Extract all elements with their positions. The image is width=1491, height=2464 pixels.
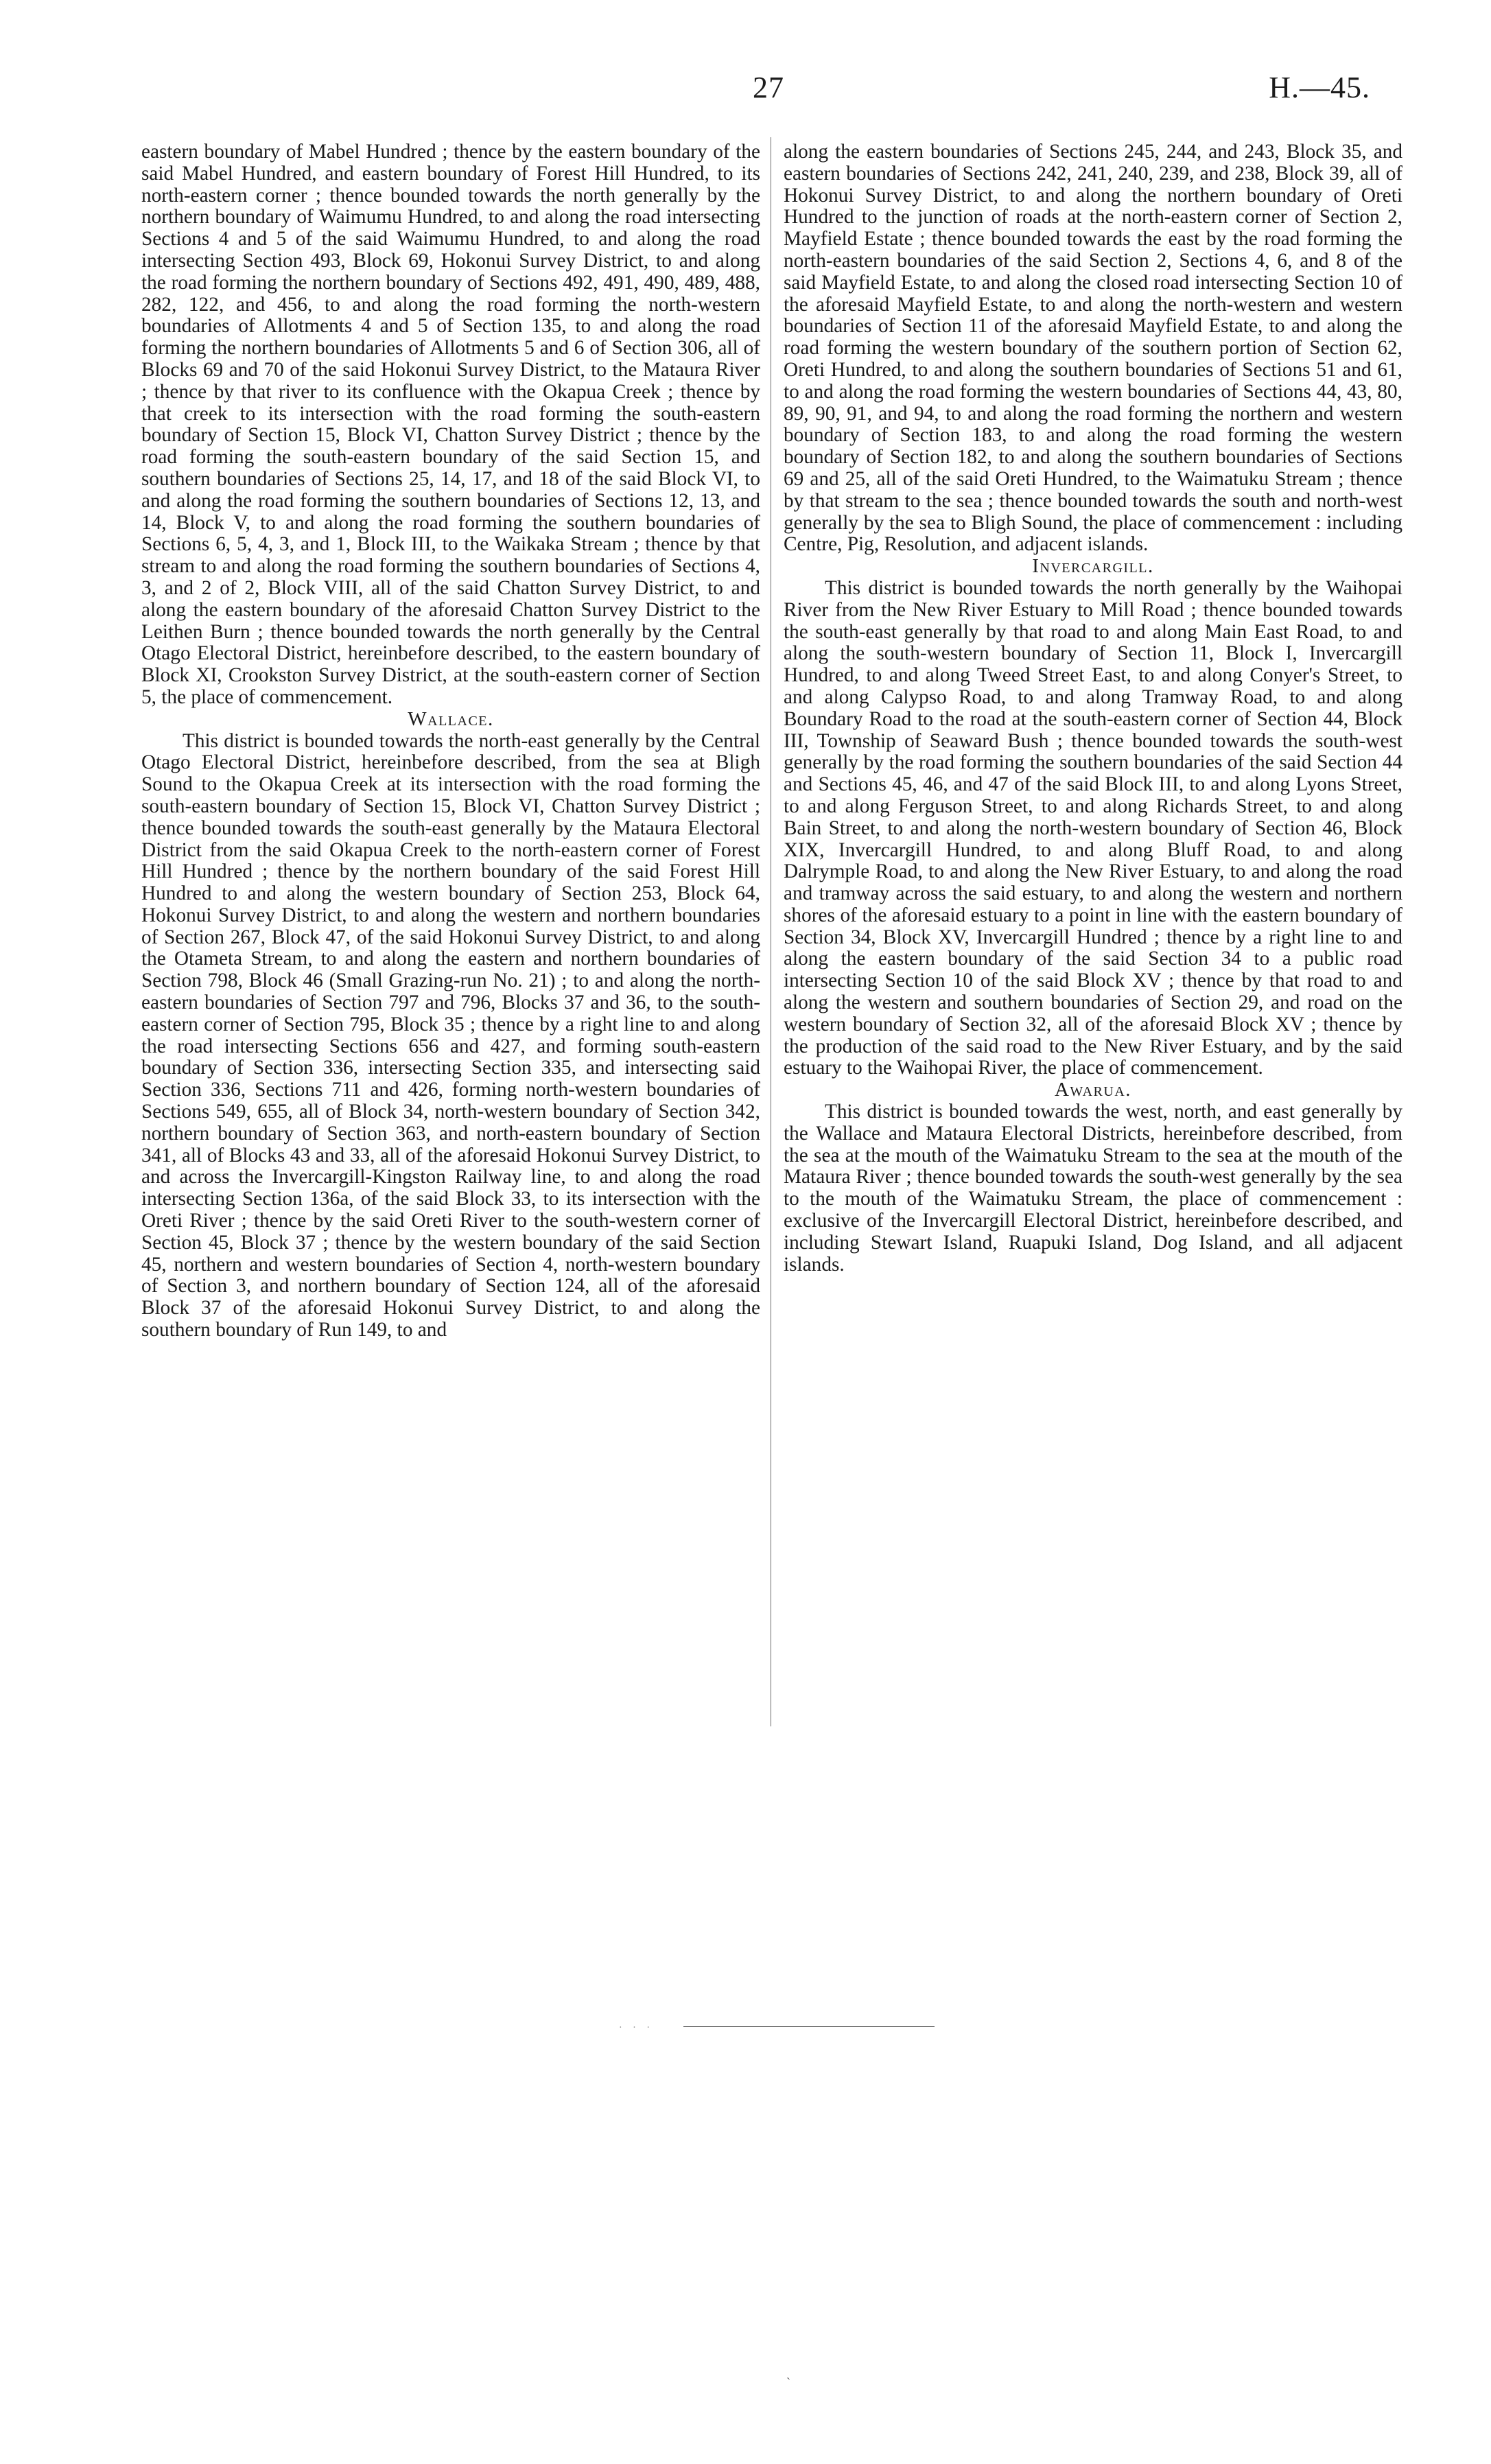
document-code: H.—45. — [1269, 71, 1370, 104]
footer-rule — [683, 2026, 935, 2027]
stray-mark: ˏ — [786, 2366, 790, 2380]
awarua-paragraph: This district is bounded towards the west, north, and east generally by the Wallace and Mataura Electoral Districts, hereinbefore described, from the sea at the mouth of the Waimatuku Stream to the sea at the mouth of the Mataura River ; thence bounded towards the south-west generally by the sea to the mouth of the Waimatuku Stream, the place of commencement : exclusive of the Invercargill Electoral District, hereinbefore described, and including Stewart Island, Ruapuki Island, Dog Island, and all adjacent islands. — [784, 1101, 1402, 1276]
wallace-heading: Wallace. — [408, 707, 494, 730]
invercargill-paragraph: This district is bounded towards the north generally by the Waihopai River from the New River Estuary to Mill Road ; thence bounded towards the south-east generally by that road to and along Main East Road, to and along the south-western boundary of Section 11, Block I, Invercargill Hundred, to and along Tweed Street East, to and along Conyer's Street, to and along Calypso Road, to and along Tramway Road, to and along Boundary Road to the road at the south-eastern corner of Section 44, Block III, Township of Seaward Bush ; thence bounded towards the south-west generally by the road forming the southern boundaries of the said Section 44 and Sections 45, 46, and 47 of the said Block III, to and along Lyons Street, to and along Ferguson Street, to and along Richards Street, to and along Bain Street, to and along the north-western boundary of Section 46, Block XIX, Invercargill Hundred, to and along Bluff Road, to and along Dalrymple Road, to and along the New River Estuary, to and along the road and tramway across the said estuary, to and along the western and northern shores of the aforesaid estuary to a point in line with the eastern boundary of Section 34, Block XV, Invercargill Hundred ; thence by a right line to and along the eastern boundary of the said Section 34 to a public road intersecting Section 10 of the said Block XV ; thence by that road to and along the western and southern boundaries of Section 29, and road on the western boundary of Section 32, all of the aforesaid Block XV ; thence by the production of the said road to the New River Estuary, and by the said estuary to the Waihopai River, the place of commencement. — [784, 576, 1402, 1079]
footer-dotted-mark: · · · — [619, 2023, 654, 2033]
awarua-heading: Awarua. — [1054, 1079, 1132, 1101]
left-column — [141, 141, 760, 1341]
wallace-continuation-paragraph: along the eastern boundaries of Sections 245, 244, and 243, Block 35, and eastern boundaries of Sections 242, 241, 240, 239, and 238, Block 39, all of Hokonui Survey District, to and along the northern boundary of Oreti Hundred to the junction of roads at the north-eastern corner of Section 2, Mayfield Estate ; thence bounded towards the east by the road forming the north-eastern boundaries of the said Section 2, Sections 4, 6, and 8 of the said Mayfield Estate, to and along the closed road intersecting Section 10 of the aforesaid Mayfield Estate, to and along the north-western and western boundaries of Section 11 of the aforesaid Mayfield Estate, to and along the road forming the western boundary of the southern portion of Section 62, Oreti Hundred, to and along the southern boundaries of Sections 51 and 61, to and along the road forming the western boundaries of Sections 44, 43, 80, 89, 90, 91, and 94, to and along the road forming the northern and western boundary of Section 183, to and along the road forming the western boundary of Section 182, to and along the southern boundaries of Sections 69 and 25, all of the said Oreti Hundred, to the Waimatuku Stream ; thence by that stream to the sea ; thence bounded towards the south and north-west generally by the sea to Bligh Sound, the place of commencement : including Centre, Pig, Resolution, and adjacent islands. — [784, 141, 1402, 556]
invercargill-heading: Invercargill. — [1032, 555, 1154, 578]
mataura-continuation-paragraph: eastern boundary of Mabel Hundred ; thence by the eastern boundary of the said Mabel Hundred, and eastern boundary of Forest Hill Hundred, to its north-eastern corner ; thence bounded towards the north generally by the northern boundary of Waimumu Hundred, to and along the road intersecting Sections 4 and 5 of the said Waimumu Hundred, to and along the road intersecting Section 493, Block 69, Hokonui Survey District, to and along the road forming the northern boundary of Sections 492, 491, 490, 489, 488, 282, 122, and 456, to and along the road forming the north-western boundaries of Allotments 4 and 5 of Section 135, to and along the road forming the northern boundaries of Allotments 5 and 6 of Section 306, all of Blocks 69 and 70 of the said Hokonui Survey District, to the Mataura River ; thence by that river to its confluence with the Okapua Creek ; thence by that creek to its intersection with the road forming the south-eastern boundary of Section 15, Block VI, Chatton Survey District ; thence by the road forming the south-eastern boundary of the said Section 15, and southern boundaries of Sections 25, 14, 17, and 18 of the said Block VI, to and along the road forming the southern boundaries of Sections 12, 13, and 14, Block V, to and along the road forming the southern boundaries of Sections 6, 5, 4, 3, and 1, Block III, to the Waikaka Stream ; thence by that stream to and along the road forming the southern boundaries of Sections 4, 3, and 2 of 2, Block VIII, all of the said Chatton Survey District, to and along the eastern boundary of the aforesaid Chatton Survey District to the Leithen Burn ; thence bounded towards the north generally by the Central Otago Electoral District, hereinbefore described, to the eastern boundary of Block XI, Crookston Survey District, at the south-eastern corner of Section 5, the place of commencement. — [141, 141, 760, 708]
page-number: 27 — [753, 71, 784, 104]
wallace-paragraph: This district is bounded towards the north-east generally by the Central Otago Electoral District, hereinbefore described, from the sea at Bligh Sound to the Okapua Creek at its intersection with the road forming the south-eastern boundary of Section 15, Block VI, Chatton Survey District ; thence bounded towards the south-east generally by the Mataura Electoral District from the said Okapua Creek to the north-eastern corner of Forest Hill Hundred ; thence by the northern boundary of the said Forest Hill Hundred to and along the western boundary of Section 253, Block 64, Hokonui Survey District, to and along the western and northern boundaries of Section 267, Block 47, of the said Hokonui Survey District, to and along the Otameta Stream, to and along the eastern and northern boundaries of Section 798, Block 46 (Small Grazing-run No. 21) ; to and along the north-eastern boundaries of Section 797 and 796, Blocks 37 and 36, to the south-eastern corner of Section 795, Block 35 ; thence by a right line to and along the road intersecting Sections 656 and 427, and forming south-eastern boundary of Section 336, intersecting Section 335, and intersecting said Section 336, Sections 711 and 426, forming north-western boundaries of Sections 549, 655, all of Block 34, north-western boundary of Section 342, northern boundary of Section 363, and north-eastern boundary of Section 341, all of Blocks 43 and 33, all of the aforesaid Hokonui Survey District, to and across the Invercargill-Kingston Railway line, to and along the road intersecting Section 136a, of the said Block 33, to its intersection with the Oreti River ; thence by the said Oreti River to the south-western corner of Section 45, Block 37 ; thence by the western boundary of the said Section 45, northern and western boundaries of Section 4, north-western boundary of Section 3, and northern boundary of Section 124, all of the aforesaid Block 37 of the aforesaid Hokonui Survey District, to and along the southern boundary of Run 149, to and — [141, 729, 760, 1341]
right-column — [784, 141, 1402, 1276]
